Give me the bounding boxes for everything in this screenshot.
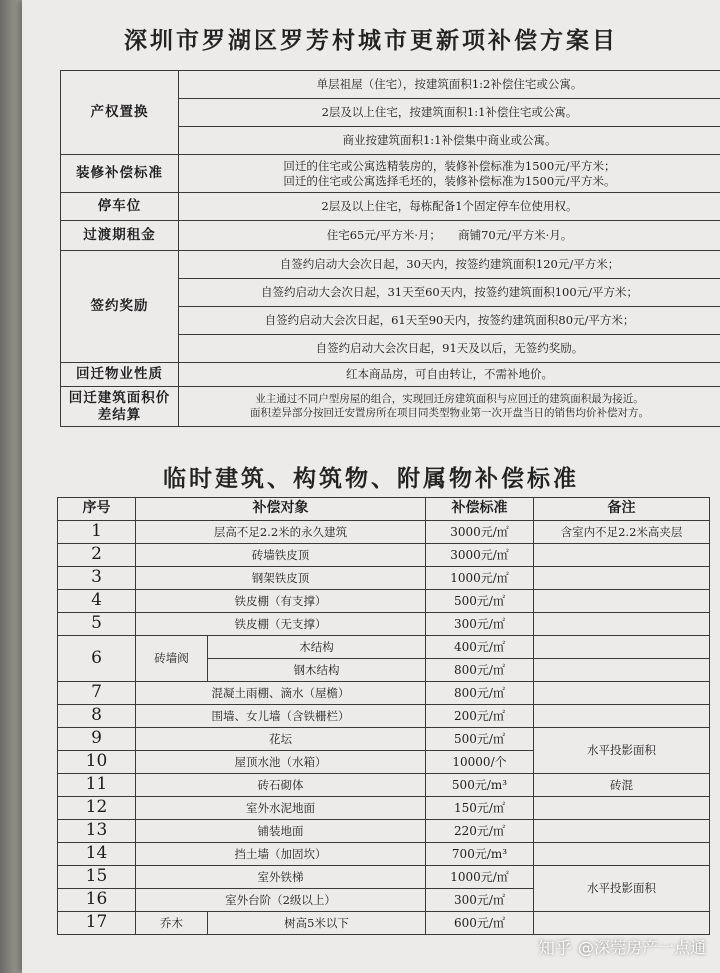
row-object: 围墙、女儿墙（含铁栅栏） bbox=[136, 705, 426, 728]
row-remark bbox=[534, 567, 710, 590]
row-object: 花坛 bbox=[136, 728, 426, 751]
row-remark bbox=[534, 613, 710, 636]
row-remark bbox=[534, 843, 710, 866]
property-swap-row: 2层及以上住宅，按建筑面积1:1补偿住宅或公寓。 bbox=[179, 99, 720, 127]
area-difference-label-line: 回迁建筑面积价 bbox=[68, 389, 171, 406]
signing-bonus-row: 自签约启动大会次日起，91天及以后，无签约奖励。 bbox=[179, 335, 720, 363]
row-standard: 800元/㎡ bbox=[426, 682, 534, 705]
row-number: 3 bbox=[58, 567, 136, 590]
area-difference-line: 业主通过不同户型房屋的组合，实现回迁房建筑面积与应回迁的建筑面积最为接近。 bbox=[255, 393, 644, 406]
label-area-difference bbox=[61, 387, 179, 427]
table-row bbox=[58, 797, 710, 820]
table-row bbox=[58, 843, 710, 866]
compensation-plan-table bbox=[60, 70, 720, 427]
row-object: 室外台阶（2级以上） bbox=[136, 889, 426, 912]
table-row bbox=[58, 567, 710, 590]
row-remark bbox=[534, 682, 710, 705]
row-standard: 3000元/㎡ bbox=[426, 544, 534, 567]
header-standard: 补偿标准 bbox=[426, 498, 534, 521]
row-object: 铁皮棚（无支撑） bbox=[136, 613, 426, 636]
row-number: 15 bbox=[58, 866, 136, 889]
row-object: 木结构 bbox=[208, 636, 426, 659]
row-standard: 500元/㎡ bbox=[426, 590, 534, 613]
binder-edge bbox=[0, 0, 22, 973]
signing-bonus-row: 自签约启动大会次日起，31天至60天内，按签约建筑面积100元/平方米； bbox=[179, 279, 720, 307]
row-number: 10 bbox=[58, 751, 136, 774]
label-transition-rent: 过渡期租金 bbox=[61, 221, 179, 251]
row-object: 砖墙铁皮顶 bbox=[136, 544, 426, 567]
row-standard: 400元/㎡ bbox=[426, 636, 534, 659]
row-remark bbox=[534, 912, 710, 935]
row-standard: 1000元/㎡ bbox=[426, 866, 534, 889]
row-object: 室外铁梯 bbox=[136, 866, 426, 889]
row-remark bbox=[534, 659, 710, 682]
header-object: 补偿对象 bbox=[136, 498, 426, 521]
row-number: 13 bbox=[58, 820, 136, 843]
signing-bonus-row: 自签约启动大会次日起，61天至90天内，按签约建筑面积80元/平方米； bbox=[179, 307, 720, 335]
section-title-temporary-buildings: 临时建筑、构筑物、附属物补偿标准 bbox=[163, 465, 579, 492]
decoration-line: 回迁的住宅或公寓选精装房的，装修补偿标准为1500元/平方米； bbox=[283, 159, 616, 174]
label-decoration: 装修补偿标准 bbox=[61, 155, 179, 193]
row-remark: 含室内不足2.2米高夹层 bbox=[534, 521, 710, 544]
row-standard: 600元/㎡ bbox=[426, 912, 534, 935]
watermark-account: @深莞房产一点通 bbox=[577, 938, 706, 957]
row-number: 8 bbox=[58, 705, 136, 728]
property-swap-row: 单层祖屋（住宅），按建筑面积1:2补偿住宅或公寓。 bbox=[179, 71, 720, 99]
row-standard: 500元/㎡ bbox=[426, 728, 534, 751]
row-number: 6 bbox=[58, 636, 136, 682]
row-remark: 砖混 bbox=[534, 774, 710, 797]
header-no: 序号 bbox=[58, 498, 136, 521]
row-standard: 500元/m³ bbox=[426, 774, 534, 797]
label-parking: 停车位 bbox=[61, 193, 179, 221]
table-row bbox=[58, 866, 710, 889]
area-difference-line: 面积差异部分按回迁安置房所在项目同类型物业第一次开盘当日的销售均价补偿对方。 bbox=[250, 406, 649, 419]
row-remark bbox=[534, 544, 710, 567]
row-number: 1 bbox=[58, 521, 136, 544]
row-number: 7 bbox=[58, 682, 136, 705]
row-remark bbox=[534, 636, 710, 659]
zhihu-watermark bbox=[538, 934, 706, 959]
table-row bbox=[58, 636, 710, 659]
table-row bbox=[58, 613, 710, 636]
table-row bbox=[58, 820, 710, 843]
area-difference-value bbox=[179, 387, 720, 427]
row-standard: 700元/m³ bbox=[426, 843, 534, 866]
row-object: 屋顶水池（水箱） bbox=[136, 751, 426, 774]
area-difference-label-line: 差结算 bbox=[97, 406, 142, 423]
row-object: 树高5米以下 bbox=[208, 912, 426, 935]
property-nature-value: 红本商品房，可自由转让，不需补地价。 bbox=[179, 363, 720, 387]
row-remark bbox=[534, 590, 710, 613]
row-standard: 200元/㎡ bbox=[426, 705, 534, 728]
table-row bbox=[58, 912, 710, 935]
label-property-nature: 回迁物业性质 bbox=[61, 363, 179, 387]
row-remark bbox=[534, 820, 710, 843]
row-standard: 800元/㎡ bbox=[426, 659, 534, 682]
decoration-line: 回迁的住宅或公寓选择毛坯的，装修补偿标准为1500元/平方米。 bbox=[283, 173, 616, 188]
property-swap-row: 商业按建筑面积1:1补偿集中商业或公寓。 bbox=[179, 127, 720, 155]
row-object: 混凝土雨棚、滴水（屋檐） bbox=[136, 682, 426, 705]
table-row bbox=[58, 544, 710, 567]
document-title: 深圳市罗湖区罗芳村城市更新项补偿方案目 bbox=[124, 27, 618, 54]
row-number: 16 bbox=[58, 889, 136, 912]
row-remark: 水平投影面积 bbox=[534, 728, 710, 774]
row-object: 铺装地面 bbox=[136, 820, 426, 843]
temporary-buildings-table bbox=[57, 497, 710, 935]
parking-value: 2层及以上住宅，每栋配备1个固定停车位使用权。 bbox=[179, 193, 720, 221]
row-standard: 220元/㎡ bbox=[426, 820, 534, 843]
row-remark bbox=[534, 797, 710, 820]
row-number: 12 bbox=[58, 797, 136, 820]
row-standard: 1000元/㎡ bbox=[426, 567, 534, 590]
transition-rent-value: 住宅65元/平方米·月； 商铺70元/平方米·月。 bbox=[179, 221, 720, 251]
row-object: 钢架铁皮顶 bbox=[136, 567, 426, 590]
row-number: 14 bbox=[58, 843, 136, 866]
table-row bbox=[58, 705, 710, 728]
row-object: 挡土墙（加固坎） bbox=[136, 843, 426, 866]
row-object: 室外水泥地面 bbox=[136, 797, 426, 820]
printed-notice bbox=[22, 0, 720, 973]
table-row bbox=[58, 728, 710, 751]
row-number: 5 bbox=[58, 613, 136, 636]
row-remark bbox=[534, 705, 710, 728]
table-row bbox=[58, 521, 710, 544]
row-group-label: 砖墙阀 bbox=[136, 636, 208, 682]
header-remark: 备注 bbox=[534, 498, 710, 521]
label-signing-bonus: 签约奖励 bbox=[61, 251, 179, 363]
signing-bonus-row: 自签约启动大会次日起，30天内，按签约建筑面积120元/平方米； bbox=[179, 251, 720, 279]
row-number: 2 bbox=[58, 544, 136, 567]
label-property-swap: 产权置换 bbox=[61, 71, 179, 155]
watermark-brand: 知乎 bbox=[537, 939, 572, 959]
row-object: 铁皮棚（有支撑） bbox=[136, 590, 426, 613]
row-standard: 300元/㎡ bbox=[426, 613, 534, 636]
table-row bbox=[58, 682, 710, 705]
row-standard: 10000/个 bbox=[426, 751, 534, 774]
row-number: 4 bbox=[58, 590, 136, 613]
row-number: 11 bbox=[58, 774, 136, 797]
row-standard: 3000元/㎡ bbox=[426, 521, 534, 544]
row-group-label: 乔木 bbox=[136, 912, 208, 935]
row-object: 砖石砌体 bbox=[136, 774, 426, 797]
row-object: 层高不足2.2米的永久建筑 bbox=[136, 521, 426, 544]
row-number: 9 bbox=[58, 728, 136, 751]
row-standard: 150元/㎡ bbox=[426, 797, 534, 820]
decoration-value bbox=[179, 155, 720, 193]
row-standard: 300元/㎡ bbox=[426, 889, 534, 912]
row-remark: 水平投影面积 bbox=[534, 866, 710, 912]
table-row bbox=[58, 590, 710, 613]
table-row bbox=[58, 774, 710, 797]
row-number: 17 bbox=[58, 912, 136, 935]
row-object: 钢木结构 bbox=[208, 659, 426, 682]
